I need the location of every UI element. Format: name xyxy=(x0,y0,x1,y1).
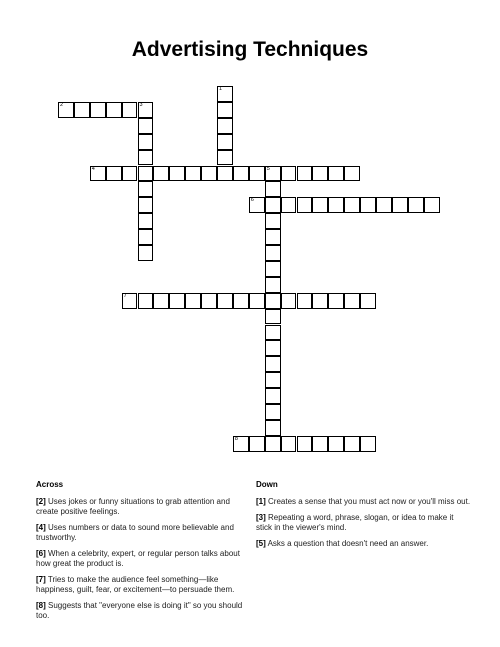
clue-item xyxy=(36,497,251,517)
clue-text: Creates a sense that you must act now or you'll miss out. xyxy=(265,497,471,506)
grid-cell[interactable] xyxy=(328,436,344,452)
grid-cell[interactable] xyxy=(408,197,424,213)
grid-cell[interactable] xyxy=(344,293,360,309)
grid-cell[interactable] xyxy=(265,229,281,245)
grid-cell[interactable] xyxy=(233,293,249,309)
grid-cell[interactable] xyxy=(169,166,185,182)
clue-number: 2 xyxy=(60,101,64,108)
clue-item xyxy=(36,601,251,621)
clue-number: [8] xyxy=(36,601,46,610)
grid-cell[interactable] xyxy=(249,293,265,309)
clue-number: [5] xyxy=(256,539,266,548)
grid-cell[interactable] xyxy=(217,102,233,118)
across-heading: Across xyxy=(36,480,64,489)
grid-cell[interactable] xyxy=(138,102,154,118)
grid-cell[interactable] xyxy=(90,102,106,118)
grid-cell[interactable] xyxy=(233,166,249,182)
grid-cell[interactable] xyxy=(249,436,265,452)
grid-cell[interactable] xyxy=(297,293,313,309)
grid-cell[interactable] xyxy=(217,293,233,309)
grid-cell[interactable] xyxy=(138,293,154,309)
grid-cell[interactable] xyxy=(360,293,376,309)
clue-item xyxy=(36,549,251,569)
grid-cell[interactable] xyxy=(249,197,265,213)
grid-cell[interactable] xyxy=(90,166,106,182)
grid-cell[interactable] xyxy=(312,293,328,309)
grid-cell[interactable] xyxy=(138,181,154,197)
grid-cell[interactable] xyxy=(217,86,233,102)
grid-cell[interactable] xyxy=(217,166,233,182)
clue-text: Asks a question that doesn't need an answer. xyxy=(265,539,429,548)
grid-cell[interactable] xyxy=(360,197,376,213)
grid-cell[interactable] xyxy=(281,197,297,213)
grid-cell[interactable] xyxy=(344,436,360,452)
grid-cell[interactable] xyxy=(265,436,281,452)
grid-cell[interactable] xyxy=(185,293,201,309)
grid-cell[interactable] xyxy=(138,134,154,150)
grid-cell[interactable] xyxy=(233,436,249,452)
clue-number: [4] xyxy=(36,523,46,532)
clue-text: Repeating a word, phrase, slogan, or idea to make it stick in the viewer's mind. xyxy=(256,513,454,532)
grid-cell[interactable] xyxy=(201,166,217,182)
grid-cell[interactable] xyxy=(312,436,328,452)
grid-cell[interactable] xyxy=(169,293,185,309)
grid-cell[interactable] xyxy=(122,166,138,182)
clue-number: [6] xyxy=(36,549,46,558)
grid-cell[interactable] xyxy=(153,166,169,182)
grid-cell[interactable] xyxy=(265,325,281,341)
grid-cell[interactable] xyxy=(217,118,233,134)
grid-cell[interactable] xyxy=(265,166,281,182)
grid-cell[interactable] xyxy=(265,245,281,261)
clue-number: 3 xyxy=(139,101,143,108)
grid-cell[interactable] xyxy=(265,340,281,356)
clue-number: 1 xyxy=(219,86,223,92)
clue-number: 6 xyxy=(250,197,254,204)
grid-cell[interactable] xyxy=(297,436,313,452)
clue-item xyxy=(256,497,471,507)
clue-item xyxy=(36,575,251,595)
grid-cell[interactable] xyxy=(312,166,328,182)
clue-number: [2] xyxy=(36,497,46,506)
grid-cell[interactable] xyxy=(297,197,313,213)
clue-number: 7 xyxy=(123,292,127,299)
grid-cell[interactable] xyxy=(281,293,297,309)
grid-cell[interactable] xyxy=(249,166,265,182)
grid-cell[interactable] xyxy=(281,436,297,452)
grid-cell[interactable] xyxy=(138,229,154,245)
grid-cell[interactable] xyxy=(424,197,440,213)
clue-text: When a celebrity, expert, or regular person talks about how great the product is. xyxy=(36,549,240,568)
grid-cell[interactable] xyxy=(138,197,154,213)
clue-number: [1] xyxy=(256,497,266,506)
grid-cell[interactable] xyxy=(328,293,344,309)
grid-cell[interactable] xyxy=(265,197,281,213)
clue-text: Uses jokes or funny situations to grab attention and create positive feelings. xyxy=(36,497,230,516)
grid-cell[interactable] xyxy=(122,293,138,309)
grid-cell[interactable] xyxy=(376,197,392,213)
across-clue-list xyxy=(36,497,251,627)
grid-cell[interactable] xyxy=(138,118,154,134)
clue-text: Suggests that "everyone else is doing it" so you should too. xyxy=(36,601,243,620)
grid-cell[interactable] xyxy=(106,102,122,118)
grid-cell[interactable] xyxy=(392,197,408,213)
grid-cell[interactable] xyxy=(344,166,360,182)
grid-cell[interactable] xyxy=(265,213,281,229)
grid-cell[interactable] xyxy=(74,102,90,118)
grid-cell[interactable] xyxy=(138,213,154,229)
clue-number: 5 xyxy=(266,165,270,172)
clue-number: [3] xyxy=(256,513,266,522)
grid-cell[interactable] xyxy=(265,388,281,404)
grid-cell[interactable] xyxy=(265,261,281,277)
clue-text: Tries to make the audience feel something—like happiness, guilt, fear, or excitement—to persuade them. xyxy=(36,575,235,594)
grid-cell[interactable] xyxy=(265,277,281,293)
grid-cell[interactable] xyxy=(265,356,281,372)
grid-cell[interactable] xyxy=(153,293,169,309)
grid-cell[interactable] xyxy=(312,197,328,213)
grid-cell[interactable] xyxy=(265,372,281,388)
grid-cell[interactable] xyxy=(265,309,281,325)
grid-cell[interactable] xyxy=(106,166,122,182)
grid-cell[interactable] xyxy=(328,197,344,213)
grid-cell[interactable] xyxy=(185,166,201,182)
clue-item xyxy=(256,513,471,533)
grid-cell[interactable] xyxy=(217,150,233,166)
grid-cell[interactable] xyxy=(281,166,297,182)
grid-cell[interactable] xyxy=(344,197,360,213)
grid-cell[interactable] xyxy=(265,420,281,436)
clue-number: [7] xyxy=(36,575,46,584)
grid-cell[interactable] xyxy=(328,166,344,182)
grid-cell[interactable] xyxy=(58,102,74,118)
grid-cell[interactable] xyxy=(265,181,281,197)
clue-item xyxy=(256,539,471,549)
grid-cell[interactable] xyxy=(217,134,233,150)
clue-number: 8 xyxy=(234,435,238,442)
down-heading: Down xyxy=(256,480,278,489)
grid-cell[interactable] xyxy=(138,166,154,182)
clue-text: Uses numbers or data to sound more believable and trustworthy. xyxy=(36,523,234,542)
grid-cell[interactable] xyxy=(265,293,281,309)
down-clue-list xyxy=(256,497,471,555)
puzzle-title: Advertising Techniques xyxy=(131,38,369,61)
grid-cell[interactable] xyxy=(138,150,154,166)
grid-cell[interactable] xyxy=(201,293,217,309)
grid-cell[interactable] xyxy=(265,404,281,420)
grid-cell[interactable] xyxy=(360,436,376,452)
grid-cell[interactable] xyxy=(297,166,313,182)
clue-number: 4 xyxy=(91,165,95,172)
clue-item xyxy=(36,523,251,543)
grid-cell[interactable] xyxy=(138,245,154,261)
grid-cell[interactable] xyxy=(122,102,138,118)
